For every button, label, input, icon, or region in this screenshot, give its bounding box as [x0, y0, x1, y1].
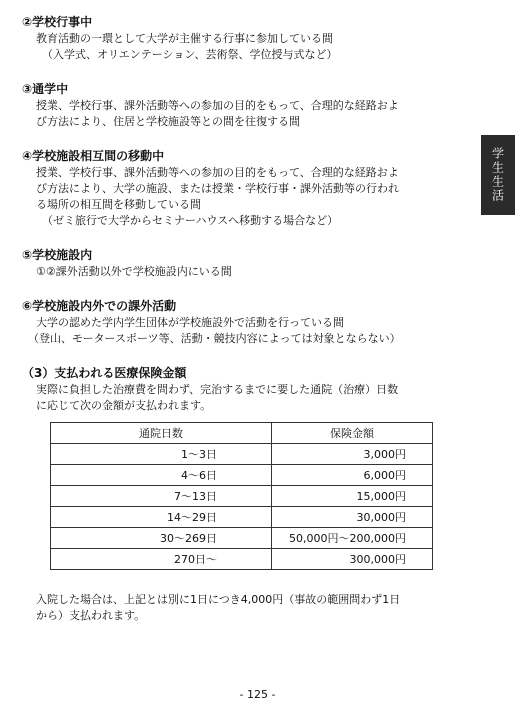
section-text: ①②課外活動以外で学校施設内にいる間 [36, 265, 232, 278]
section-moving-between-facilities [22, 148, 442, 229]
section-heading: （3）支払われる医療保険金額 [22, 366, 187, 380]
table-row [51, 549, 433, 570]
section-heading: ⑤学校施設内 [22, 248, 93, 262]
section-on-campus [22, 247, 442, 280]
note-line: 入院した場合は、上記とは別に1日につき4,000円（事故の範囲問わず1日 [36, 593, 401, 606]
section-commuting [22, 81, 442, 130]
section-text: 実際に負担した治療費を問わず、完治するまでに要した通院（治療）日数 [36, 383, 399, 396]
table-row [51, 486, 433, 507]
section-heading: ③通学中 [22, 82, 69, 96]
cell-days: 4〜6日 [51, 465, 272, 486]
cell-amount: 15,000円 [272, 486, 433, 507]
cell-amount: 3,000円 [272, 444, 433, 465]
cell-amount: 6,000円 [272, 465, 433, 486]
document-body [22, 14, 442, 642]
section-text: 大学の認めた学内学生団体が学校施設外で活動を行っている間 [36, 316, 344, 329]
page-number: - 125 - [239, 688, 276, 701]
section-school-events [22, 14, 442, 63]
column-header-days: 通院日数 [51, 423, 272, 444]
column-header-amount: 保険金額 [272, 423, 433, 444]
cell-days: 7〜13日 [51, 486, 272, 507]
cell-days: 1〜3日 [51, 444, 272, 465]
chapter-tab-label: 学生生活 [490, 147, 505, 203]
section-extracurricular [22, 298, 442, 347]
note-line: から）支払われます。 [36, 609, 146, 622]
table-row [51, 528, 433, 549]
section-text: び方法により、住居と学校施設等との間を往復する間 [36, 115, 300, 128]
chapter-tab [481, 135, 515, 215]
section-heading: ④学校施設相互間の移動中 [22, 149, 165, 163]
table-row [51, 465, 433, 486]
section-text: る場所の相互間を移動している間 [36, 198, 201, 211]
section-text: 授業、学校行事、課外活動等への参加の目的をもって、合理的な経路およ [36, 99, 399, 112]
section-insurance-amount [22, 365, 442, 624]
section-note: （ゼミ旅行で大学からセミナーハウスへ移動する場合など） [42, 214, 339, 227]
cell-amount: 300,000円 [272, 549, 433, 570]
hospitalization-note [22, 592, 442, 624]
table-row [51, 507, 433, 528]
section-text: に応じて次の金額が支払われます。 [36, 399, 212, 412]
cell-days: 14〜29日 [51, 507, 272, 528]
section-text: 教育活動の一環として大学が主催する行事に参加している間 [36, 32, 333, 45]
insurance-table-wrapper [50, 422, 442, 570]
section-heading: ⑥学校施設内外での課外活動 [22, 299, 177, 313]
insurance-table [50, 422, 433, 570]
table-header-row [51, 423, 433, 444]
section-note: （入学式、オリエンテーション、芸術祭、学位授与式など） [42, 48, 338, 61]
section-heading: ②学校行事中 [22, 15, 93, 29]
table-row [51, 444, 433, 465]
section-text: 授業、学校行事、課外活動等への参加の目的をもって、合理的な経路およ [36, 166, 399, 179]
section-text: び方法により、大学の施設、または授業・学校行事・課外活動等の行われ [36, 182, 399, 195]
cell-days: 270日〜 [51, 549, 272, 570]
section-note: （登山、モータースポーツ等、活動・競技内容によっては対象とならない） [28, 332, 401, 345]
cell-amount: 50,000円〜200,000円 [272, 528, 433, 549]
cell-days: 30〜269日 [51, 528, 272, 549]
cell-amount: 30,000円 [272, 507, 433, 528]
